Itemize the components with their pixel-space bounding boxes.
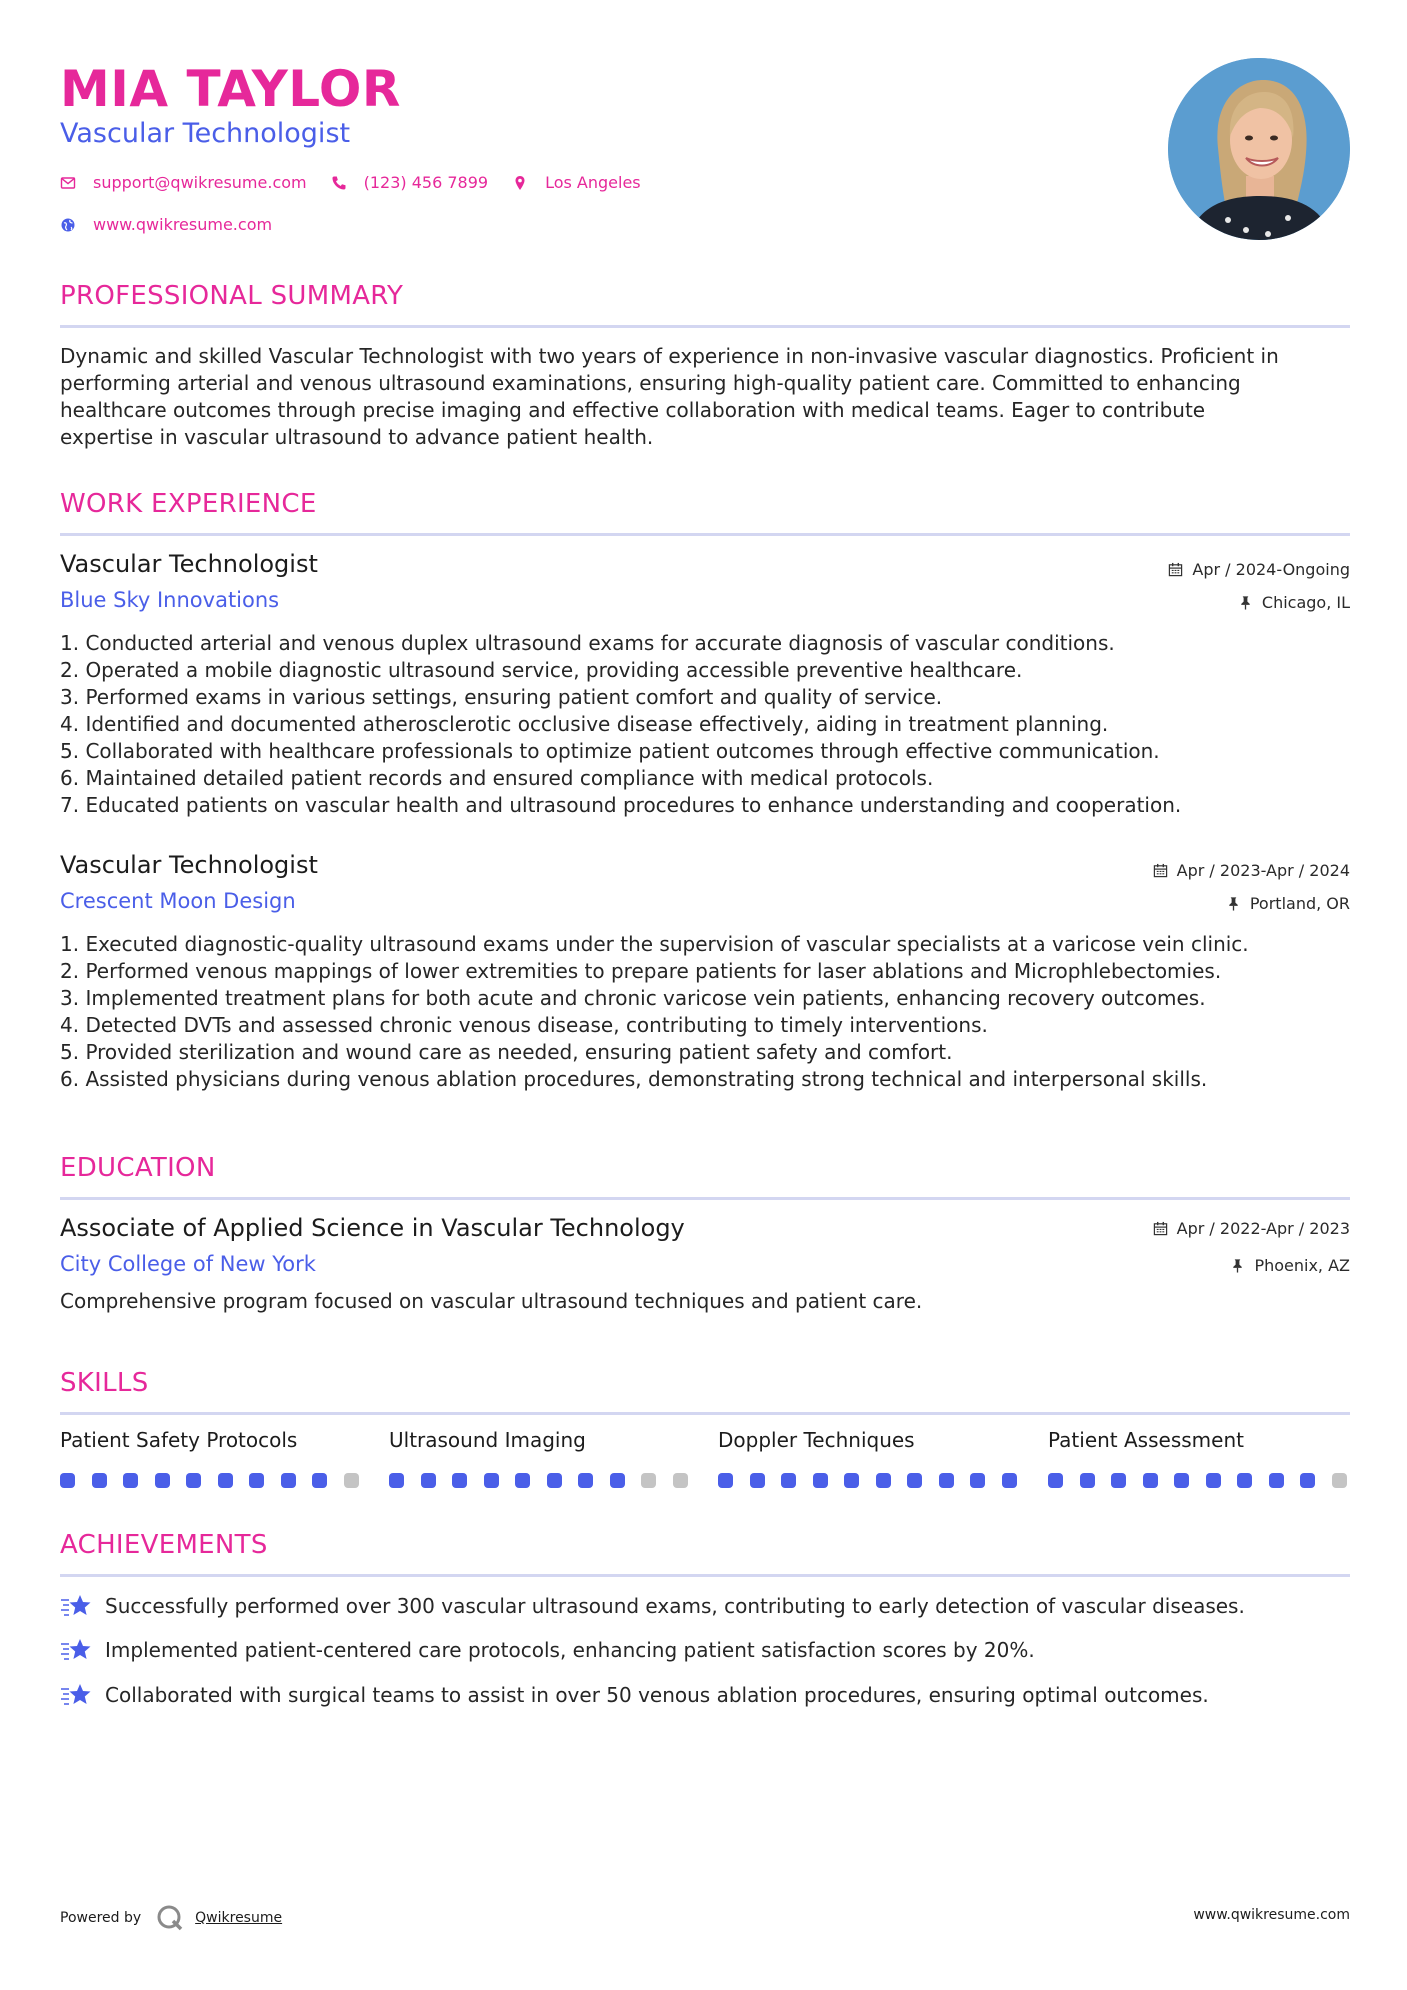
star-icon (60, 1592, 92, 1620)
rating-dot-filled (421, 1473, 436, 1488)
rating-dot-filled (547, 1473, 562, 1488)
profile-photo (1168, 58, 1350, 240)
summary-line: healthcare outcomes through precise imaging and effective collaboration with medical teams. Eager to contribute (60, 398, 1206, 422)
rating-dot-filled (1174, 1473, 1189, 1488)
rating-dot-filled (1269, 1473, 1284, 1488)
list-item: 4. Detected DVTs and assessed chronic venous disease, contributing to timely interventions. (60, 1013, 988, 1037)
rating-dot-filled (281, 1473, 296, 1488)
achievement-item (60, 1636, 1035, 1664)
achievement-text: Implemented patient-centered care protocols, enhancing patient satisfaction scores by 20%. (105, 1638, 1035, 1662)
phone-icon (331, 175, 347, 191)
list-item: 1. Conducted arterial and venous duplex ultrasound exams for accurate diagnosis of vascular conditions. (60, 631, 1115, 655)
rating-dot-filled (312, 1473, 327, 1488)
rating-dot-filled (484, 1473, 499, 1488)
achievements-heading: ACHIEVEMENTS (60, 1530, 268, 1560)
contact-row (60, 173, 665, 192)
rating-dot-filled (155, 1473, 170, 1488)
map-pin-icon (512, 175, 528, 191)
pushpin-icon (1238, 595, 1253, 610)
summary-line: Dynamic and skilled Vascular Technologist with two years of experience in non-invasive vascular diagnostics. Proficient in (60, 344, 1279, 368)
rating-dot-filled (60, 1473, 75, 1488)
dates-text: Apr / 2022-Apr / 2023 (1176, 1219, 1350, 1238)
list-item: 2. Operated a mobile diagnostic ultrasound service, providing accessible preventive healthcare. (60, 658, 1023, 682)
education-dates (1153, 1219, 1350, 1238)
summary-line: performing arterial and venous ultrasound examinations, ensuring high-quality patient care. Committed to enhancing (60, 371, 1241, 395)
section-divider (60, 1574, 1350, 1577)
rating-dot-filled (813, 1473, 828, 1488)
experience-section-header (60, 489, 1350, 536)
qwikresume-logo-icon (155, 1903, 185, 1933)
job-location (1226, 894, 1350, 913)
skill-name: Ultrasound Imaging (389, 1428, 586, 1452)
rating-dot-filled (1300, 1473, 1315, 1488)
contact-website[interactable] (60, 215, 272, 234)
rating-dot-filled (123, 1473, 138, 1488)
list-item: 3. Implemented treatment plans for both acute and chronic varicose vein patients, enhancing recovery outcomes. (60, 986, 1206, 1010)
job-bullets (60, 931, 1360, 1093)
list-item: 5. Provided sterilization and wound care as needed, ensuring patient safety and comfort. (60, 1040, 953, 1064)
rating-dot-filled (1048, 1473, 1063, 1488)
rating-dot-empty (1332, 1473, 1347, 1488)
contact-email[interactable] (60, 173, 307, 192)
job-title: Vascular Technologist (60, 550, 318, 578)
achievement-text: Collaborated with surgical teams to assist in over 50 venous ablation procedures, ensuring optimal outcomes. (105, 1683, 1209, 1707)
rating-dot-filled (1002, 1473, 1017, 1488)
education-location (1230, 1256, 1350, 1275)
summary-heading: PROFESSIONAL SUMMARY (60, 281, 404, 311)
rating-dot-filled (750, 1473, 765, 1488)
rating-dot-filled (718, 1473, 733, 1488)
rating-dot-filled (92, 1473, 107, 1488)
location-text: Chicago, IL (1261, 593, 1350, 612)
brand-link[interactable]: Qwikresume (195, 1910, 283, 1926)
achievement-item (60, 1592, 1245, 1620)
job-dates (1168, 560, 1350, 579)
skill-rating (389, 1473, 704, 1488)
list-item: 1. Executed diagnostic-quality ultrasound exams under the supervision of vascular specialists at a varicose vein clinic. (60, 932, 1249, 956)
calendar-icon (1168, 562, 1183, 577)
star-icon (60, 1636, 92, 1664)
job-company: Crescent Moon Design (60, 889, 296, 913)
rating-dot-filled (1143, 1473, 1158, 1488)
rating-dot-filled (610, 1473, 625, 1488)
rating-dot-filled (578, 1473, 593, 1488)
contact-row-website (60, 215, 296, 234)
location-text: Portland, OR (1249, 894, 1350, 913)
rating-dot-filled (781, 1473, 796, 1488)
rating-dot-filled (907, 1473, 922, 1488)
list-item: 6. Maintained detailed patient records and ensured compliance with medical protocols. (60, 766, 934, 790)
skill-rating (1048, 1473, 1363, 1488)
location-text: Los Angeles (545, 173, 641, 192)
contact-phone[interactable] (331, 173, 488, 192)
education-description: Comprehensive program focused on vascular ultrasound techniques and patient care. (60, 1289, 923, 1313)
skill-name: Patient Assessment (1048, 1428, 1244, 1452)
list-item: 6. Assisted physicians during venous ablation procedures, demonstrating strong technical and interpersonal skills. (60, 1067, 1208, 1091)
dates-text: Apr / 2023-Apr / 2024 (1176, 861, 1350, 880)
job-company: Blue Sky Innovations (60, 588, 280, 612)
skills-heading: SKILLS (60, 1368, 149, 1398)
skill-rating (718, 1473, 1033, 1488)
section-divider (60, 1412, 1350, 1415)
rating-dot-filled (1080, 1473, 1095, 1488)
pushpin-icon (1226, 896, 1241, 911)
powered-by-text: Powered by (60, 1910, 142, 1926)
rating-dot-filled (515, 1473, 530, 1488)
skill-name: Patient Safety Protocols (60, 1428, 298, 1452)
skill-rating (60, 1473, 375, 1488)
contact-location (512, 173, 641, 192)
skill-item (1048, 1428, 1348, 1452)
phone-text: (123) 456 7899 (363, 173, 489, 192)
email-text: support@qwikresume.com (93, 173, 307, 192)
rating-dot-filled (389, 1473, 404, 1488)
list-item: 7. Educated patients on vascular health and ultrasound procedures to enhance understanding and cooperation. (60, 793, 1182, 817)
rating-dot-filled (876, 1473, 891, 1488)
candidate-name: MIA TAYLOR (60, 60, 401, 118)
skill-item (389, 1428, 689, 1452)
summary-section-header (60, 281, 1350, 328)
dates-text: Apr / 2024-Ongoing (1192, 560, 1350, 579)
school-name: City College of New York (60, 1252, 316, 1276)
rating-dot-filled (186, 1473, 201, 1488)
list-item: 2. Performed venous mappings of lower extremities to prepare patients for laser ablations and Microphlebectomies. (60, 959, 1222, 983)
globe-icon (60, 217, 76, 233)
rating-dot-filled (1206, 1473, 1221, 1488)
list-item: 4. Identified and documented atherosclerotic occlusive disease effectively, aiding in treatment planning. (60, 712, 1109, 736)
rating-dot-filled (452, 1473, 467, 1488)
skills-section-header (60, 1368, 1350, 1415)
achievement-text: Successfully performed over 300 vascular ultrasound exams, contributing to early detection of vascular diseases. (105, 1594, 1245, 1618)
skill-item (60, 1428, 360, 1452)
list-item: 3. Performed exams in various settings, ensuring patient comfort and quality of service. (60, 685, 943, 709)
website-text: www.qwikresume.com (93, 215, 273, 234)
star-icon (60, 1681, 92, 1709)
envelope-icon (60, 175, 76, 191)
section-divider (60, 1197, 1350, 1200)
section-divider (60, 533, 1350, 536)
rating-dot-filled (249, 1473, 264, 1488)
summary-text (60, 343, 1350, 451)
rating-dot-filled (939, 1473, 954, 1488)
rating-dot-empty (344, 1473, 359, 1488)
experience-heading: WORK EXPERIENCE (60, 489, 317, 519)
rating-dot-filled (844, 1473, 859, 1488)
list-item: 5. Collaborated with healthcare professionals to optimize patient outcomes through effective communication. (60, 739, 1160, 763)
rating-dot-filled (218, 1473, 233, 1488)
rating-dot-filled (970, 1473, 985, 1488)
rating-dot-filled (1237, 1473, 1252, 1488)
job-title: Vascular Technologist (60, 851, 318, 879)
footer-website[interactable]: www.qwikresume.com (1193, 1907, 1350, 1923)
education-heading: EDUCATION (60, 1153, 216, 1183)
degree-title: Associate of Applied Science in Vascular Technology (60, 1214, 685, 1242)
job-bullets (60, 630, 1360, 819)
pushpin-icon (1230, 1258, 1245, 1273)
footer-powered-by (60, 1903, 282, 1933)
rating-dot-filled (1111, 1473, 1126, 1488)
achievement-item (60, 1681, 1209, 1709)
calendar-icon (1153, 863, 1168, 878)
calendar-icon (1153, 1221, 1168, 1236)
job-dates (1153, 861, 1350, 880)
rating-dot-empty (673, 1473, 688, 1488)
section-divider (60, 325, 1350, 328)
skill-item (718, 1428, 1018, 1452)
education-section-header (60, 1153, 1350, 1200)
job-location (1238, 593, 1350, 612)
summary-line: expertise in vascular ultrasound to advance patient health. (60, 425, 654, 449)
location-text: Phoenix, AZ (1254, 1256, 1350, 1275)
candidate-title: Vascular Technologist (60, 118, 351, 149)
skill-name: Doppler Techniques (718, 1428, 915, 1452)
rating-dot-empty (641, 1473, 656, 1488)
achievements-section-header (60, 1530, 1350, 1577)
